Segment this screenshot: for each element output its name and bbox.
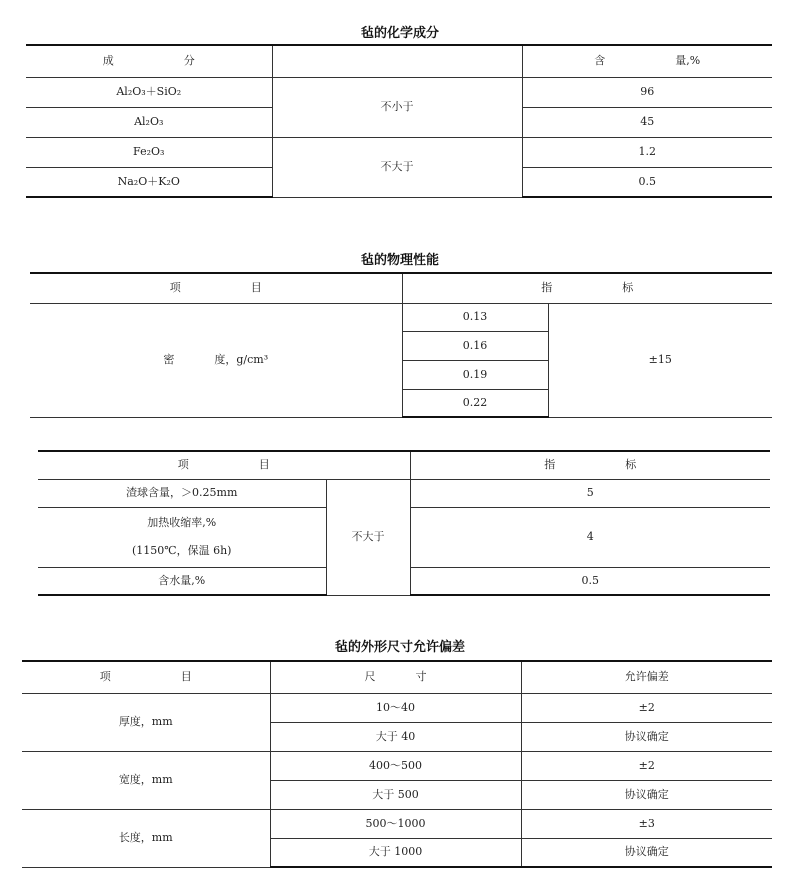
- density-value: 0.22: [402, 389, 548, 417]
- dims-size: 500～1000: [270, 809, 521, 838]
- dims-tolerance: 协议确定: [521, 838, 772, 867]
- phys2-header-index: 指 标: [410, 451, 770, 479]
- dims-tolerance: 协议确定: [521, 722, 772, 751]
- density-label: 密 度，g/cm³: [30, 303, 402, 417]
- table-row: [22, 751, 772, 780]
- density-value: 0.19: [402, 360, 548, 389]
- chem-qualifier: 不大于: [272, 137, 522, 197]
- dims-table: [22, 660, 772, 868]
- dims-size: 10～40: [270, 693, 521, 722]
- chem-component: Fe₂O₃: [26, 137, 272, 167]
- dims-tolerance: ±2: [521, 751, 772, 780]
- chem-header-blank: [272, 45, 522, 77]
- phys2-item: 含水量,%: [38, 567, 326, 595]
- table-row: [30, 303, 772, 331]
- table-row: [38, 479, 770, 507]
- phys-header-item: 项 目: [30, 273, 402, 303]
- dims-tolerance: ±2: [521, 693, 772, 722]
- dims-tolerance: ±3: [521, 809, 772, 838]
- phys2-value: 4: [410, 507, 770, 567]
- chem-header-row: [26, 45, 772, 77]
- chem-value: 96: [522, 77, 772, 107]
- phys2-item-shrinkage: 加热收缩率,% (1150℃，保温 6h): [38, 507, 326, 567]
- dims-item: 厚度，mm: [22, 693, 270, 751]
- dims-size: 大于 500: [270, 780, 521, 809]
- table-row: [22, 693, 772, 722]
- dims-size: 400～500: [270, 751, 521, 780]
- density-tolerance: ±15: [548, 303, 772, 417]
- chem-table: [26, 44, 772, 198]
- dims-size: 大于 1000: [270, 838, 521, 867]
- density-value: 0.16: [402, 331, 548, 360]
- phys-header-row: [30, 273, 772, 303]
- table-row: [26, 137, 772, 167]
- phys-density-table: [30, 272, 772, 418]
- chem-value: 1.2: [522, 137, 772, 167]
- dims-header-item: 项 目: [22, 661, 270, 693]
- phys2-qualifier: 不大于: [326, 479, 410, 595]
- chem-qualifier: 不小于: [272, 77, 522, 137]
- phys2-item: 渣球含量，＞0.25mm: [38, 479, 326, 507]
- phys-other-table: [38, 450, 770, 596]
- phys2-header-item: 项 目: [38, 451, 410, 479]
- dims-size: 大于 40: [270, 722, 521, 751]
- chem-component: Al₂O₃: [26, 107, 272, 137]
- chem-header-component: 成 分: [26, 45, 272, 77]
- phys-table-title: 毡的物理性能: [360, 253, 439, 268]
- phys2-value: 5: [410, 479, 770, 507]
- dims-header-size: 尺 寸: [270, 661, 521, 693]
- chem-component: Al₂O₃＋SiO₂: [26, 77, 272, 107]
- chem-value: 45: [522, 107, 772, 137]
- chem-table-title: 毡的化学成分: [360, 26, 439, 41]
- table-row: [26, 77, 772, 107]
- dims-header-row: [22, 661, 772, 693]
- dims-item: 宽度，mm: [22, 751, 270, 809]
- dims-item: 长度，mm: [22, 809, 270, 867]
- chem-value: 0.5: [522, 167, 772, 197]
- phys-header-index: 指 标: [402, 273, 772, 303]
- phys2-value: 0.5: [410, 567, 770, 595]
- chem-component: Na₂O＋K₂O: [26, 167, 272, 197]
- table-row: [22, 809, 772, 838]
- phys2-header-row: [38, 451, 770, 479]
- dims-table-title: 毡的外形尺寸允许偏差: [334, 640, 465, 655]
- dims-tolerance: 协议确定: [521, 780, 772, 809]
- dims-header-tolerance: 允许偏差: [521, 661, 772, 693]
- density-value: 0.13: [402, 303, 548, 331]
- chem-header-content: 含 量,%: [522, 45, 772, 77]
